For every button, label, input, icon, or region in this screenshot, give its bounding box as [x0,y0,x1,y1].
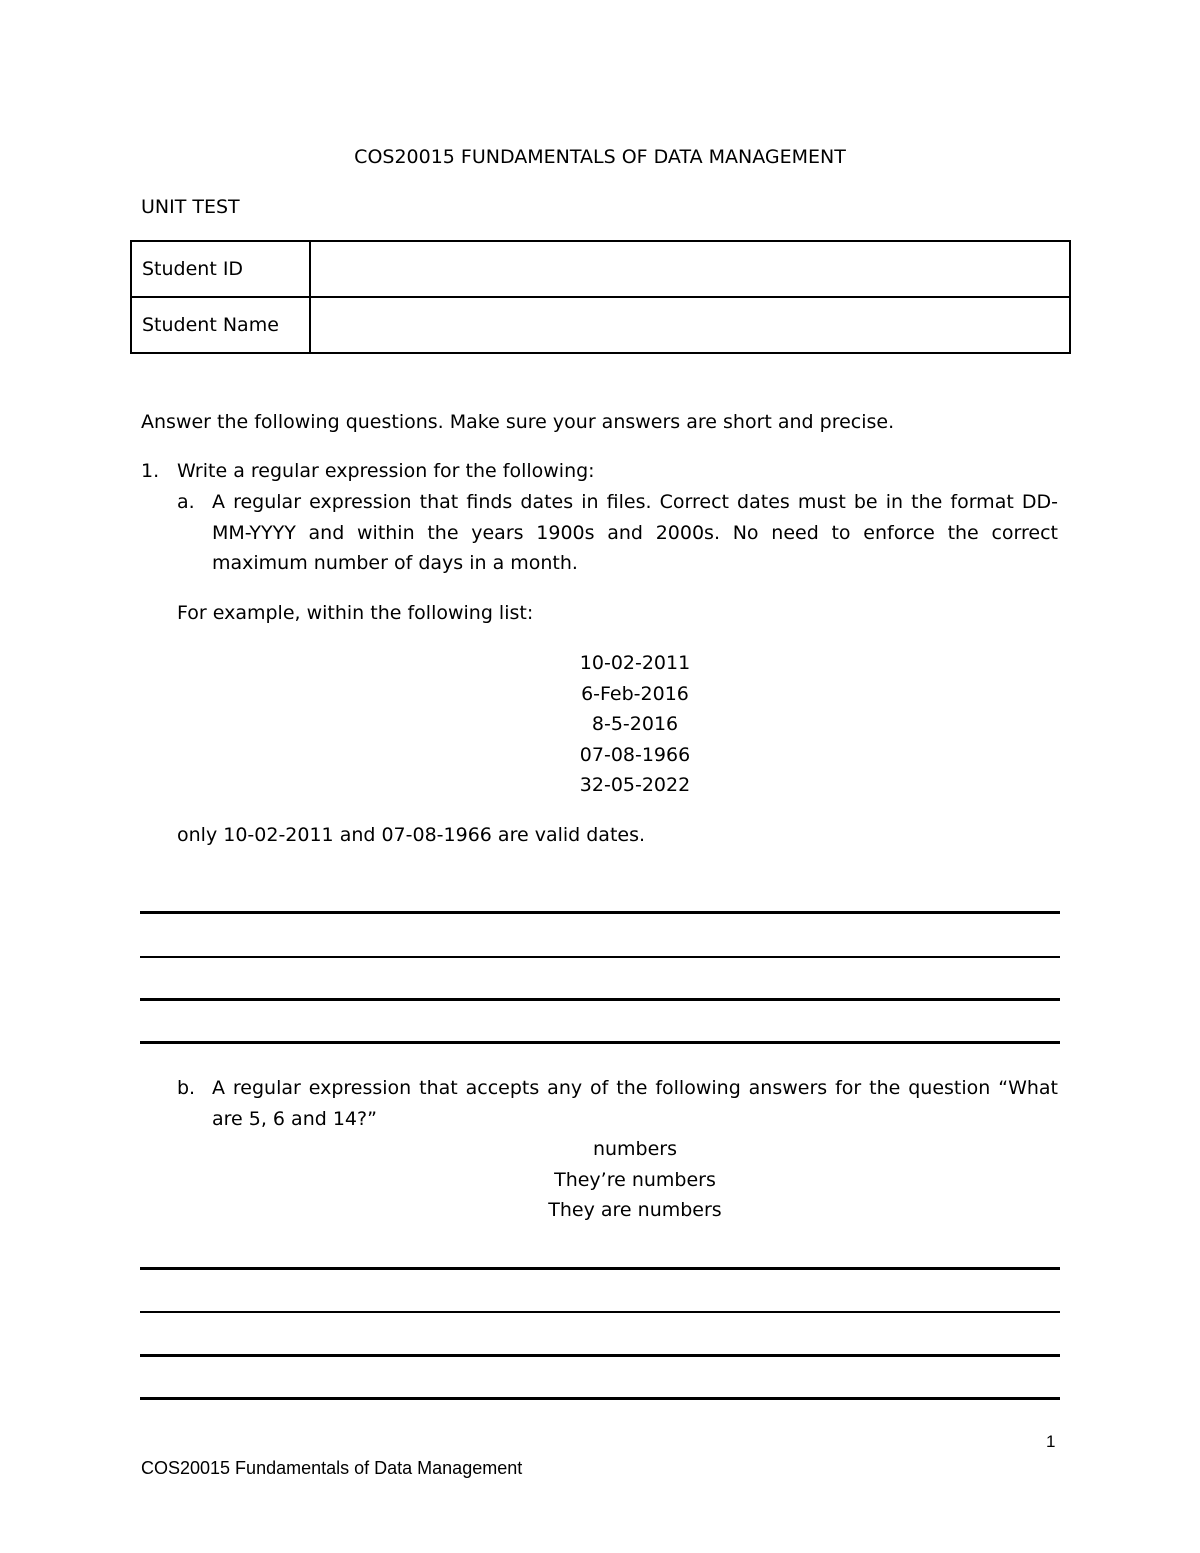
student-info-table [130,240,1071,354]
part-a-text: A regular expression that finds dates in files. Correct dates must be in the format DD-MM-YYYY and within the years 1900s and 2000s. No need to enforce the correct maximum number of days in a month. [212,491,1058,574]
part-a-example-intro: For example, within the following list: [177,602,534,624]
answer-line[interactable] [140,1311,1060,1313]
list-item: 07-08-1966 [579,743,691,766]
part-b-example-list [485,1134,785,1226]
part-a-example-list [535,648,735,801]
part-b-text: A regular expression that accepts any of the following answers for the question “What are 5, 6 and 14?” [212,1077,1058,1130]
answer-line[interactable] [140,1041,1060,1044]
page-number: 1 [1046,1432,1056,1451]
answer-line[interactable] [140,998,1060,1001]
answer-line[interactable] [140,956,1060,958]
document-title: COS20015 FUNDAMENTALS OF DATA MANAGEMENT [354,146,846,168]
answer-line[interactable] [140,1397,1060,1400]
student-id-label: Student ID [131,241,310,297]
answer-line[interactable] [140,1267,1060,1270]
list-item: They are numbers [548,1199,722,1221]
table-row [131,241,1070,297]
list-item: 32-05-2022 [579,774,691,796]
list-item: numbers [592,1138,678,1160]
list-item: 10-02-2011 [579,652,691,674]
question-1-text: Write a regular expression for the following: [177,460,595,482]
part-a-note: only 10-02-2011 and 07-08-1966 are valid dates. [177,824,646,846]
list-item: They’re numbers [554,1168,716,1191]
instructions: Answer the following questions. Make sure your answers are short and precise. [141,411,895,433]
page-footer: COS20015 Fundamentals of Data Management [141,1458,523,1478]
list-item: 6-Feb-2016 [581,682,689,705]
student-name-label: Student Name [131,297,310,353]
list-item: 8-5-2016 [591,713,679,735]
part-b-letter: b. [177,1077,196,1099]
question-1-number: 1. [141,460,160,482]
student-id-field[interactable] [310,241,1070,297]
answer-line[interactable] [140,1354,1060,1357]
student-name-field[interactable] [310,297,1070,353]
table-row [131,297,1070,353]
part-a-letter: a. [177,491,195,513]
answer-line[interactable] [140,911,1060,914]
document-subtitle: UNIT TEST [141,196,240,218]
